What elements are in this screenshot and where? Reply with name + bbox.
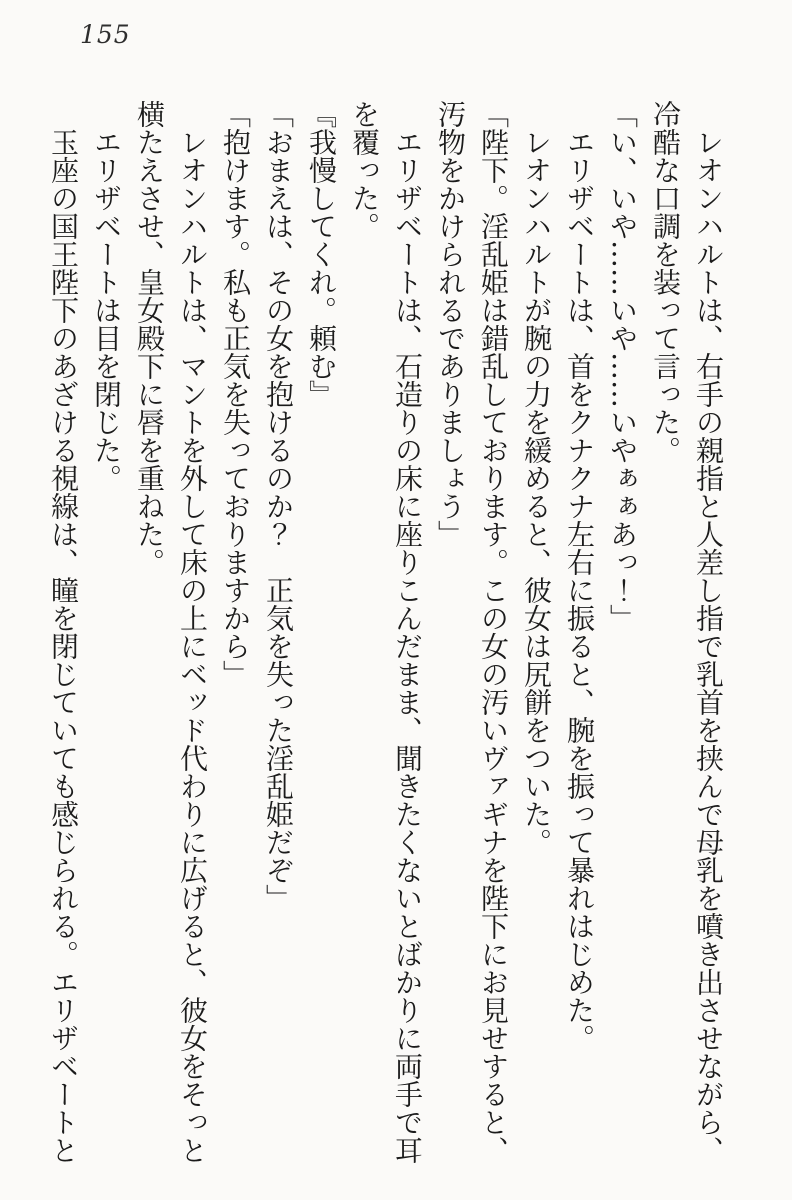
text-line: 横たえさせ、皇女殿下に唇を重ねた。 bbox=[133, 100, 166, 576]
text-line: を覆った。 bbox=[348, 100, 381, 240]
text-line: 玉座の国王陛下のあざける視線は、瞳を閉じていても感じられる。エリザベートと bbox=[47, 128, 80, 1164]
text-line: レオンハルトは、右手の親指と人差し指で乳首を挟んで母乳を噴き出させながら、 bbox=[692, 128, 725, 1164]
text-line: 「い、いや……いや……いやぁぁあっ！」 bbox=[606, 100, 639, 632]
text-line: エリザベートは、首をクナクナ左右に振ると、腕を振って暴れはじめた。 bbox=[563, 128, 596, 1052]
text-line: 「抱けます。私も正気を失っておりますから」 bbox=[219, 100, 252, 688]
text-line: 「おまえは、その女を抱けるのか？ 正気を失った淫乱姫だぞ」 bbox=[262, 100, 295, 912]
text-line: レオンハルトが腕の力を緩めると、彼女は尻餅をついた。 bbox=[520, 128, 553, 856]
page-number: 155 bbox=[80, 20, 131, 49]
vertical-text-block bbox=[42, 100, 730, 1164]
text-line: 「陛下。淫乱姫は錯乱しております。この女の汚いヴァギナを陛下にお見せすると、 bbox=[477, 100, 510, 1164]
text-line: エリザベートは、石造りの床に座りこんだまま、聞きたくないとばかりに両手で耳 bbox=[391, 128, 424, 1164]
text-line: レオンハルトは、マントを外して床の上にベッド代わりに広げると、彼女をそっと bbox=[176, 128, 209, 1164]
text-line: 汚物をかけられるでありましょう」 bbox=[434, 100, 467, 548]
text-line: 冷酷な口調を装って言った。 bbox=[649, 100, 682, 464]
text-line: 『我慢してくれ。頼む』 bbox=[305, 100, 338, 408]
text-line: エリザベートは目を閉じた。 bbox=[90, 128, 123, 492]
